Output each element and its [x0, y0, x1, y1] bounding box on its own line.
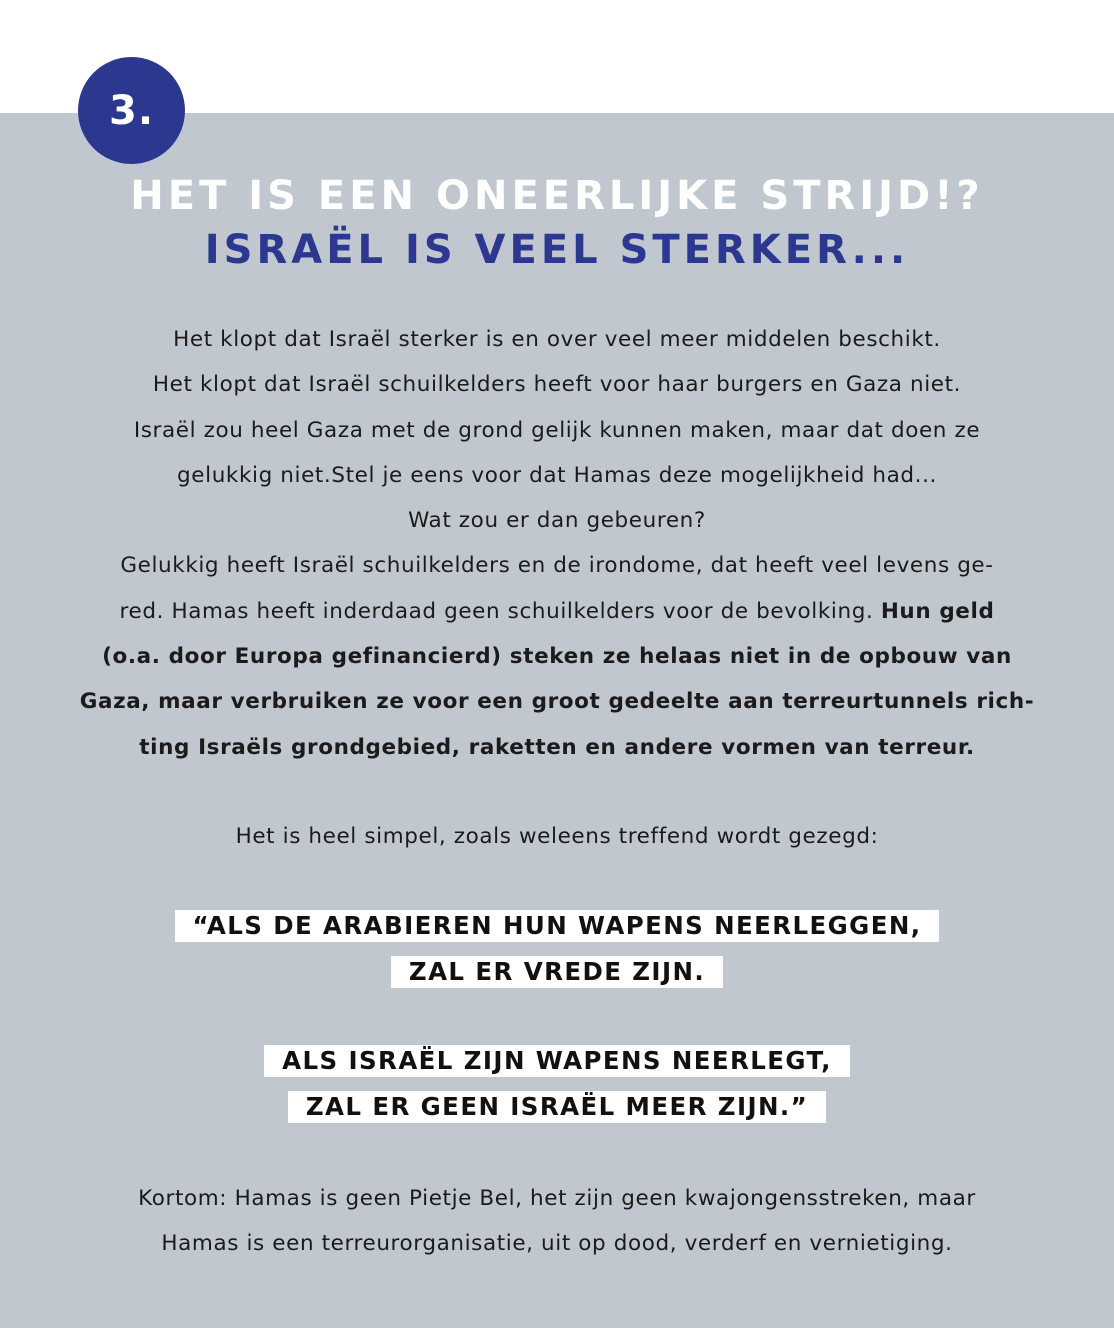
quote-line-2 [0, 956, 1114, 988]
paragraph-line-bold-part: Hun geld [880, 598, 995, 624]
paragraph-line-mixed [60, 589, 1054, 634]
paragraph-line-regular-part: red. Hamas heeft inderdaad geen schuilkelders voor de bevolking. [119, 598, 881, 624]
section-number-badge [78, 57, 185, 164]
paragraph-line: Israël zou heel Gaza met de grond gelijk kunnen maken, maar dat doen ze [133, 417, 981, 443]
paragraph-line: gelukkig niet.Stel je eens voor dat Hamas deze mogelijkheid had... [177, 462, 937, 488]
paragraph-line: Gelukkig heeft Israël schuilkelders en de irondome, dat heeft veel levens ge- [120, 553, 994, 579]
conclusion-paragraph [60, 1176, 1054, 1267]
quote-highlight: “ALS DE ARABIEREN HUN WAPENS NEERLEGGEN, [175, 910, 940, 942]
main-paragraph [60, 317, 1054, 770]
quote-highlight: ZAL ER GEEN ISRAËL MEER ZIJN.” [288, 1091, 826, 1123]
headline-question: HET IS EEN ONEERLIJKE STRIJD!? [130, 173, 984, 219]
quote-intro [60, 814, 1054, 859]
section-number: 3. [108, 87, 155, 134]
quote-line-1 [0, 910, 1114, 942]
conclusion-line: Hamas is een terreurorganisatie, uit op dood, verderf en vernietiging. [161, 1231, 953, 1257]
paragraph-bold-line: Gaza, maar verbruiken ze voor een groot gedeelte aan terreurtunnels rich- [79, 689, 1035, 715]
paragraph-bold-line: ting Israëls grondgebied, raketten en andere vormen van terreur. [139, 734, 975, 760]
quote-line-4 [0, 1091, 1114, 1123]
quote-highlight: ALS ISRAËL ZIJN WAPENS NEERLEGT, [264, 1045, 850, 1077]
paragraph-bold-line: (o.a. door Europa gefinancierd) steken ze helaas niet in de opbouw van [102, 644, 1012, 670]
quote-highlight: ZAL ER VREDE ZIJN. [391, 956, 723, 988]
quote-line-3 [0, 1045, 1114, 1077]
quote-intro-text: Het is heel simpel, zoals weleens treffend wordt gezegd: [235, 824, 879, 849]
paragraph-line: Wat zou er dan gebeuren? [408, 508, 706, 534]
headline-statement: ISRAËL IS VEEL STERKER... [204, 227, 910, 273]
paragraph-line: Het klopt dat Israël schuilkelders heeft voor haar burgers en Gaza niet. [152, 372, 962, 398]
conclusion-line: Kortom: Hamas is geen Pietje Bel, het zijn geen kwajongensstreken, maar [138, 1186, 976, 1211]
paragraph-line: Het klopt dat Israël sterker is en over veel meer middelen beschikt. [173, 327, 941, 352]
